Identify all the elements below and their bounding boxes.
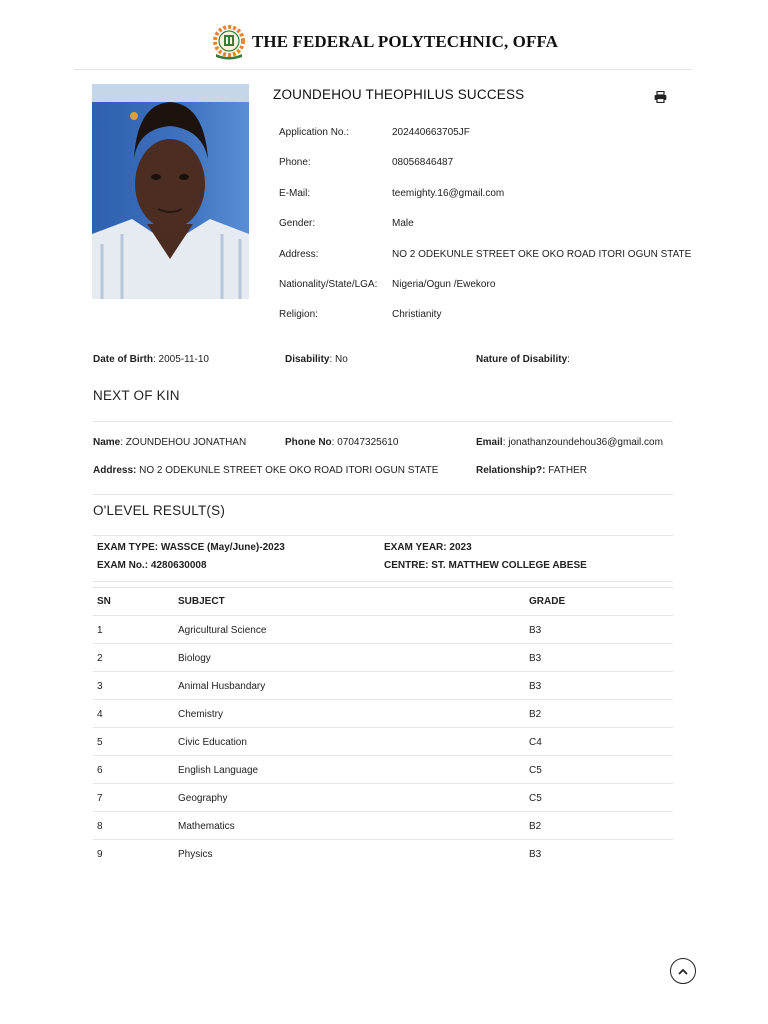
table-row xyxy=(93,672,673,700)
disability-value: : No xyxy=(329,354,348,365)
table-row xyxy=(93,728,673,756)
cell-sn: 7 xyxy=(97,793,103,804)
table-row xyxy=(93,700,673,728)
olevel-title: O'LEVEL RESULT(S) xyxy=(93,503,226,518)
detail-label: Address: xyxy=(279,249,319,260)
date-of-birth xyxy=(93,354,209,365)
exam-type: EXAM TYPE: WASSCE (May/June)-2023 xyxy=(97,542,285,553)
cell-grade: B3 xyxy=(529,625,542,636)
cell-grade: C5 xyxy=(529,765,542,776)
cell-sn: 4 xyxy=(97,709,103,720)
kin-email-label: Email xyxy=(476,437,503,448)
kin-name-label: Name xyxy=(93,437,121,448)
nature-label: Nature of Disability xyxy=(476,354,568,365)
kin-phone xyxy=(285,437,398,448)
kin-email xyxy=(476,437,663,448)
kin-phone-label: Phone No xyxy=(285,437,332,448)
cell-subject: Geography xyxy=(178,793,228,804)
cell-subject: Biology xyxy=(178,653,211,664)
page-header xyxy=(0,22,768,62)
next-of-kin-title: NEXT OF KIN xyxy=(93,388,180,403)
cell-sn: 1 xyxy=(97,625,103,636)
detail-label: Application No.: xyxy=(279,127,350,138)
cell-subject: Physics xyxy=(178,849,213,860)
table-row xyxy=(93,840,673,868)
kin-relationship xyxy=(476,465,587,476)
kin-name-value: : ZOUNDEHOU JONATHAN xyxy=(120,437,247,448)
dob-value: : 2005-11-10 xyxy=(153,354,209,365)
chevron-up-icon xyxy=(678,962,688,980)
detail-value: Male xyxy=(392,218,414,229)
scroll-to-top-button[interactable] xyxy=(670,958,696,984)
cell-subject: Civic Education xyxy=(178,737,247,748)
kin-name xyxy=(93,437,246,448)
passport-photo xyxy=(92,84,249,299)
detail-value: NO 2 ODEKUNLE STREET OKE OKO ROAD ITORI OGUN STATE xyxy=(392,249,692,260)
table-row xyxy=(93,616,673,644)
detail-label: Gender: xyxy=(279,218,316,229)
header-divider xyxy=(74,69,692,70)
cell-grade: B3 xyxy=(529,681,542,692)
cell-sn: 8 xyxy=(97,821,103,832)
nature-value: : xyxy=(567,354,570,365)
cell-subject: English Language xyxy=(178,765,259,776)
detail-label: Religion: xyxy=(279,309,318,320)
cell-sn: 6 xyxy=(97,765,103,776)
detail-value: Nigeria/Ogun /Ewekoro xyxy=(392,279,496,290)
cell-sn: 2 xyxy=(97,653,103,664)
applicant-name: ZOUNDEHOU THEOPHILUS SUCCESS xyxy=(273,87,525,102)
cell-subject: Animal Husbandary xyxy=(178,681,266,692)
cell-subject: Agricultural Science xyxy=(178,625,267,636)
cell-grade: B3 xyxy=(529,849,542,860)
table-top-border xyxy=(93,587,673,588)
detail-label: Nationality/State/LGA: xyxy=(279,279,378,290)
table-row xyxy=(93,756,673,784)
disability-label: Disability xyxy=(285,354,330,365)
cell-subject: Chemistry xyxy=(178,709,224,720)
detail-value: 08056846487 xyxy=(392,157,454,168)
kin-relationship-label: Relationship?: xyxy=(476,465,546,476)
cell-grade: C4 xyxy=(529,737,542,748)
table-row xyxy=(93,644,673,672)
table-row xyxy=(93,784,673,812)
cell-subject: Mathematics xyxy=(178,821,235,832)
detail-label: Phone: xyxy=(279,157,311,168)
kin-phone-value: : 07047325610 xyxy=(331,437,399,448)
cell-sn: 3 xyxy=(97,681,103,692)
kin-address xyxy=(93,465,438,476)
school-name: THE FEDERAL POLYTECHNIC, OFFA xyxy=(251,32,559,51)
exam-number: EXAM No.: 4280630008 xyxy=(97,560,207,571)
detail-value: 202440663705JF xyxy=(392,127,470,138)
section-divider xyxy=(93,535,673,536)
section-divider xyxy=(93,494,673,495)
disability xyxy=(285,354,348,365)
cell-sn: 9 xyxy=(97,849,103,860)
polytechnic-crest-icon xyxy=(210,24,248,60)
column-header-sn: SN xyxy=(97,596,111,607)
table-row xyxy=(93,812,673,840)
column-header-subject: SUBJECT xyxy=(178,596,225,607)
cell-sn: 5 xyxy=(97,737,103,748)
nature-of-disability xyxy=(476,354,570,365)
dob-label: Date of Birth xyxy=(93,354,153,365)
kin-address-value: NO 2 ODEKUNLE STREET OKE OKO ROAD ITORI OGUN STATE xyxy=(136,465,439,476)
column-header-grade: GRADE xyxy=(529,596,566,607)
section-divider xyxy=(93,421,673,422)
detail-value: Christianity xyxy=(392,309,442,320)
kin-address-label: Address: xyxy=(93,465,137,476)
kin-relationship-value: FATHER xyxy=(545,465,587,476)
kin-email-value: : jonathanzoundehou36@gmail.com xyxy=(502,437,663,448)
detail-label: E-Mail: xyxy=(279,188,311,199)
detail-value: teemighty.16@gmail.com xyxy=(392,188,505,199)
exam-centre: CENTRE: ST. MATTHEW COLLEGE ABESE xyxy=(384,560,587,571)
cell-grade: B2 xyxy=(529,709,542,720)
cell-grade: B2 xyxy=(529,821,542,832)
exam-year: EXAM YEAR: 2023 xyxy=(384,542,472,553)
section-divider xyxy=(93,581,673,582)
cell-grade: B3 xyxy=(529,653,542,664)
cell-grade: C5 xyxy=(529,793,542,804)
print-icon[interactable] xyxy=(654,90,667,102)
